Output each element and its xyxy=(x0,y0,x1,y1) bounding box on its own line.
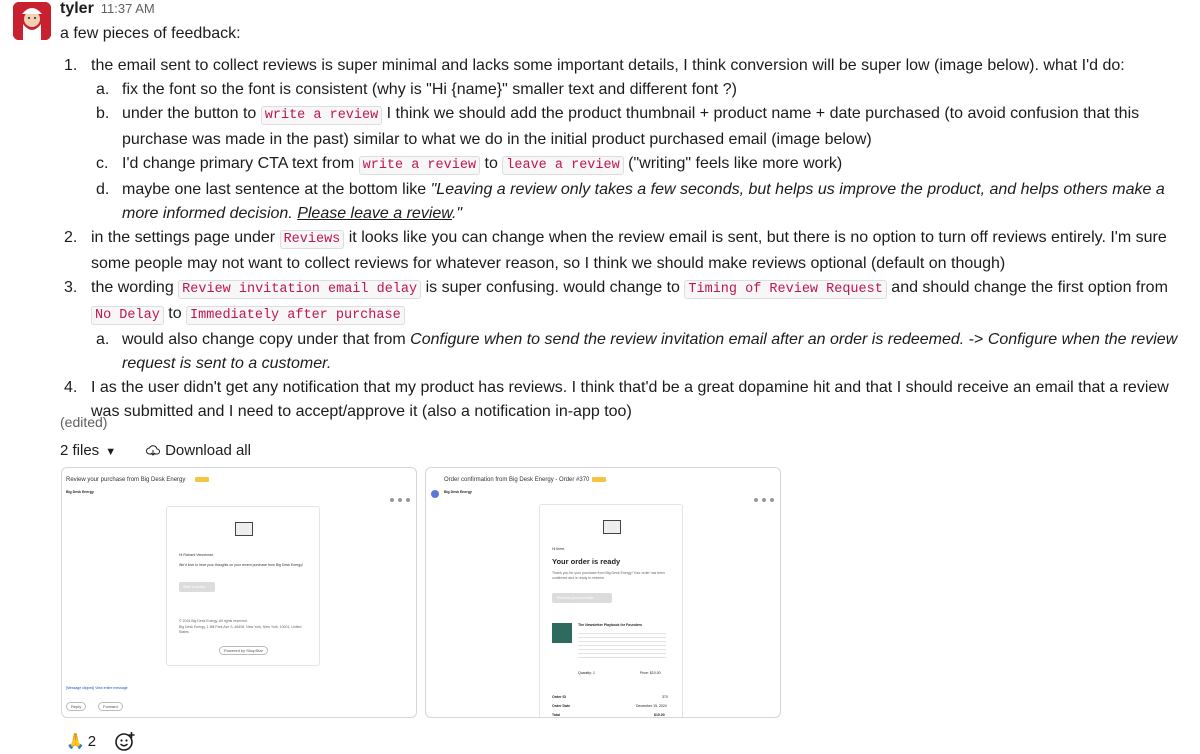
email-greeting: Hi there, xyxy=(552,547,566,551)
inline-code: write a review xyxy=(359,156,480,175)
product-thumbnail xyxy=(552,623,572,643)
author-name[interactable]: tyler xyxy=(60,0,94,17)
italic-text: Configure when to send the review invitation email after an order is redeemed. xyxy=(410,331,965,348)
email-greeting: Hi Richard Venneman, xyxy=(179,553,215,557)
sub-item-text: -> xyxy=(964,331,988,348)
email-toolbar-icon xyxy=(726,497,776,503)
file-thumbnail-review-email[interactable] xyxy=(61,467,417,718)
button-label: Write a review xyxy=(183,585,206,589)
sub-list xyxy=(91,78,1190,226)
add-emoji-icon xyxy=(114,730,136,752)
product-description xyxy=(578,630,666,658)
redeem-button xyxy=(552,593,612,603)
email-sender: Big Desk Energy xyxy=(66,490,94,494)
list-number: 1. xyxy=(64,57,78,74)
inline-code: write a review xyxy=(261,106,382,125)
forward-button: Forward xyxy=(98,702,123,711)
sub-item-text: maybe one last sentence at the bottom like xyxy=(122,181,431,198)
sub-item-text: under the button to xyxy=(122,105,261,122)
pray-emoji-icon: 🙏 xyxy=(66,733,85,750)
italic-quote-end: ." xyxy=(451,205,463,222)
reaction-count: 2 xyxy=(87,732,97,750)
email-sender: Big Desk Energy xyxy=(444,490,472,494)
email-body: Thank you for your purchase from Big Desk Energy! Your order has been confirmed and is ready to redeem. xyxy=(552,571,666,580)
inline-code: Timing of Review Request xyxy=(684,280,886,299)
email-body: We'd love to hear your thoughts on your recent purchase from Big Desk Energy! xyxy=(179,563,303,567)
list-item-text: the wording xyxy=(91,279,179,296)
list-item xyxy=(60,276,1190,376)
list-item-text: the email sent to collect reviews is super minimal and lacks some important details, I think conversion will be super low (image below). what I'd do: xyxy=(91,57,1125,74)
sub-list-item xyxy=(91,178,1190,226)
sub-item-text: ("writing" feels like more work) xyxy=(623,155,843,172)
list-item-text: in the settings page under xyxy=(91,229,280,246)
inline-code: Review invitation email delay xyxy=(178,280,421,299)
italic-quote: "Leaving a review only takes a few seconds, but helps us improve the product, and helps others make a more informed decision. xyxy=(122,181,1165,222)
list-item xyxy=(60,54,1190,226)
timestamp[interactable]: 11:37 AM xyxy=(100,1,155,16)
order-date-value: December 15, 2024 xyxy=(636,704,667,708)
italic-underlined-text: Please leave a review xyxy=(297,205,452,222)
list-item-text: and should change the first option from xyxy=(886,279,1168,296)
external-tag xyxy=(592,477,606,482)
inline-code: No Delay xyxy=(91,306,164,325)
list-number: 2. xyxy=(64,229,78,246)
italic-text: Configure when the review request is sent to a customer. xyxy=(122,331,1178,372)
list-item-text: is super confusing. would change to xyxy=(421,279,685,296)
list-number: 3. xyxy=(64,279,78,296)
write-review-button xyxy=(179,582,215,592)
inline-code: Immediately after purchase xyxy=(186,306,405,325)
message-clipped-link: [Message clipped] View entire message xyxy=(66,686,128,690)
order-id-value: 370 xyxy=(662,695,668,699)
sub-list-letter: a. xyxy=(96,81,110,98)
email-actions xyxy=(726,490,776,496)
inline-code: Reviews xyxy=(280,230,345,249)
reaction-pray[interactable] xyxy=(60,729,102,753)
list-item-text: I as the user didn't get any notification that my product has reviews. I think that'd be a great dopamine hit and that I should receive an email that a review was submitted and I need to accept/approve it (also a notification in-app too) xyxy=(91,379,1169,420)
brand-logo-icon xyxy=(235,522,253,536)
sub-item-text: would also change copy under that from xyxy=(122,331,411,348)
sub-list-letter: c. xyxy=(96,155,109,172)
list-item-text: to xyxy=(163,305,187,322)
powered-by-badge: Powered by ShopStar xyxy=(219,646,268,655)
button-label: Redeem your purchase xyxy=(557,596,594,600)
sub-list-letter: a. xyxy=(96,331,110,348)
list-number: 4. xyxy=(64,379,78,396)
feedback-list xyxy=(60,54,1190,424)
brand-logo-icon xyxy=(603,520,621,534)
sub-list-item xyxy=(91,152,1190,178)
user-avatar-icon xyxy=(13,2,51,40)
list-item-text: it looks like you can change when the review email is sent, but there is no option to turn off reviews entirely. I'm sure some people may not want to collect reviews for whatever reason, so I think we should make reviews optional (default on though) xyxy=(91,229,1167,272)
sub-item-text: I'd change primary CTA text from xyxy=(122,155,359,172)
sub-list-item xyxy=(91,102,1190,152)
list-item xyxy=(60,376,1190,424)
message-intro: a few pieces of feedback: xyxy=(60,25,241,42)
sub-list xyxy=(91,328,1190,376)
sub-item-text: I think we should add the product thumbnail + product name + date purchased (to avoid confusion that this purchase was made in the past) similar to what we do in the initial product purchased email (image below) xyxy=(122,105,1140,148)
sub-list-item xyxy=(91,328,1190,376)
download-all-label: Download all xyxy=(165,442,251,459)
files-count-toggle[interactable] xyxy=(60,442,116,459)
reactions-bar xyxy=(60,729,140,753)
email-subject: Review your purchase from Big Desk Energy xyxy=(66,477,186,483)
caret-down-icon: ▼ xyxy=(105,446,117,458)
edited-label: (edited) xyxy=(60,414,108,430)
email-copyright: © 2024 Big Desk Energy. All rights reserved. xyxy=(179,619,248,623)
avatar[interactable] xyxy=(13,2,51,40)
file-thumbnail-order-email[interactable] xyxy=(425,467,781,718)
external-tag xyxy=(195,477,209,482)
order-total-value: $10.00 xyxy=(654,713,665,717)
files-bar xyxy=(60,442,251,459)
order-heading: Your order is ready xyxy=(552,557,621,566)
cloud-download-icon xyxy=(146,444,160,458)
sub-list-letter: b. xyxy=(96,105,110,122)
order-total-label: Total xyxy=(552,713,561,717)
sub-list-letter: d. xyxy=(96,181,110,198)
email-actions xyxy=(362,490,412,494)
reply-button: Reply xyxy=(66,702,86,711)
order-date-label: Order Date xyxy=(552,704,571,708)
sub-item-text: fix the font so the font is consistent (why is "Hi {name}" smaller text and different font ?) xyxy=(122,81,737,98)
email-address: Big Desk Energy, 1 Bill Park Ave S, #6406, New York, New York, 10001, United States xyxy=(179,625,302,634)
list-item xyxy=(60,226,1190,276)
email-card xyxy=(166,506,320,666)
files-count-label: 2 files xyxy=(60,442,100,459)
email-toolbar-icon xyxy=(362,497,412,503)
sub-list-item xyxy=(91,78,1190,102)
sender-avatar-icon xyxy=(431,490,439,498)
email-subject: Order confirmation from Big Desk Energy - Order #370 xyxy=(444,477,590,483)
download-all-button[interactable] xyxy=(146,442,251,459)
product-quantity: Quantity: 1 xyxy=(578,671,595,675)
order-id-label: Order ID xyxy=(552,695,567,699)
product-name: The Newsletter Playbook for Founders xyxy=(578,623,642,627)
add-reaction-button[interactable] xyxy=(110,729,140,753)
email-card xyxy=(539,504,683,718)
product-price: Price: $10.00 xyxy=(640,671,661,675)
sub-item-text: to xyxy=(480,155,503,172)
message-header xyxy=(60,0,1190,22)
inline-code: leave a review xyxy=(502,156,623,175)
